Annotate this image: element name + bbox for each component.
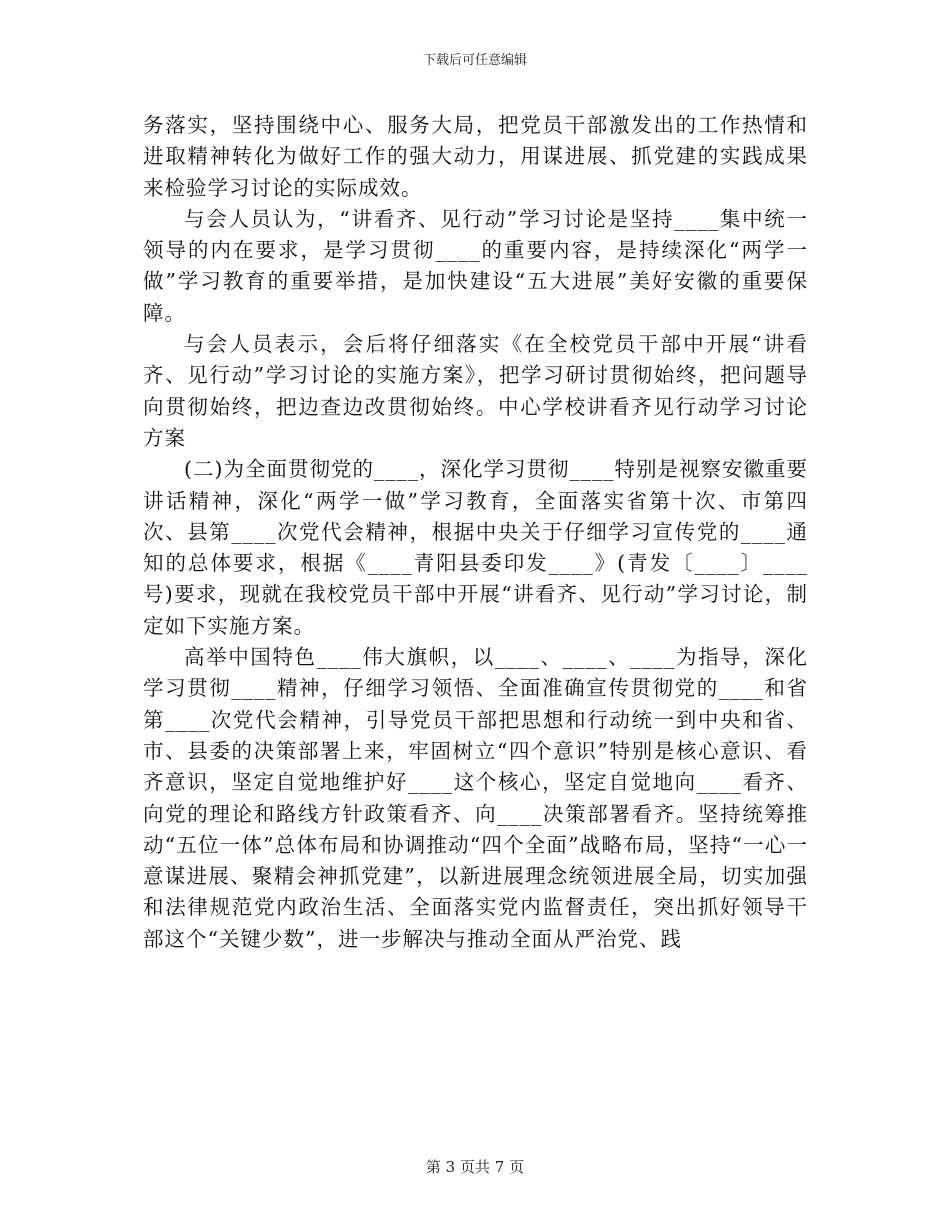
paragraph-attendees-statement: 与会人员表示，会后将仔细落实《在全校党员干部中开展“讲看齐、见行动”学习讨论的实施方案》，把学习研讨贯彻始终，把问题导向贯彻始终，把边查边改贯彻始终。中心学校讲看齐见行动学习讨论方案 <box>143 332 808 450</box>
paragraph-guiding-ideology: 高举中国特色____伟大旗帜，以____、____、____为指导，深化学习贯彻____精神，仔细学习领悟、全面准确宣传贯彻党的____和省第____次党代会精神，引导党员干部把思想和行动统一到中央和省、市、县委的决策部署上来，牢固树立“四个意识”特别是核心意识、看齐意识，坚定自觉地维护好____这个核心，坚定自觉地向____看齐、向党的理论和路线方针政策看齐、向____决策部署看齐。坚持统筹推动“五位一体”总体布局和协调推动“四个全面”战略布局，坚持“一心一意谋进展、聚精会神抓党建”，以新进展理念统领进展全局，切实加强和法律规范党内政治生活、全面落实党内监督责任，突出抓好领导干部这个“关键少数”，进一步解决与推动全面从严治党、践 <box>143 645 808 951</box>
paragraph-continued: 务落实，坚持围绕中心、服务大局，把党员干部激发出的工作热情和进取精神转化为做好工作的强大动力，用谋进展、抓党建的实践成果来检验学习讨论的实际成效。 <box>143 113 808 200</box>
document-body <box>143 110 808 955</box>
paragraph-attendees-view: 与会人员认为，“讲看齐、见行动”学习讨论是坚持____集中统一领导的内在要求，是学习贯彻____的重要内容，是持续深化“两学一做”学习教育的重要举措，是加快建设“五大进展”美好安徽的重要保障。 <box>143 206 808 325</box>
paragraph-section-two: (二)为全面贯彻党的____，深化学习贯彻____特别是视察安徽重要讲话精神，深化“两学一做”学习教育，全面落实省第十次、市第四次、县第____次党代会精神，根据中央关于仔细学习宣传党的____通知的总体要求，根据《____青阳县委印发____》(青发〔____〕____号)要求，现就在我校党员干部中开展“讲看齐、见行动”学习讨论，制定如下实施方案。 <box>143 457 808 638</box>
page-number: 第 3 页共 7 页 <box>425 1158 525 1176</box>
page-header: 下载后可任意编辑 <box>422 53 527 68</box>
